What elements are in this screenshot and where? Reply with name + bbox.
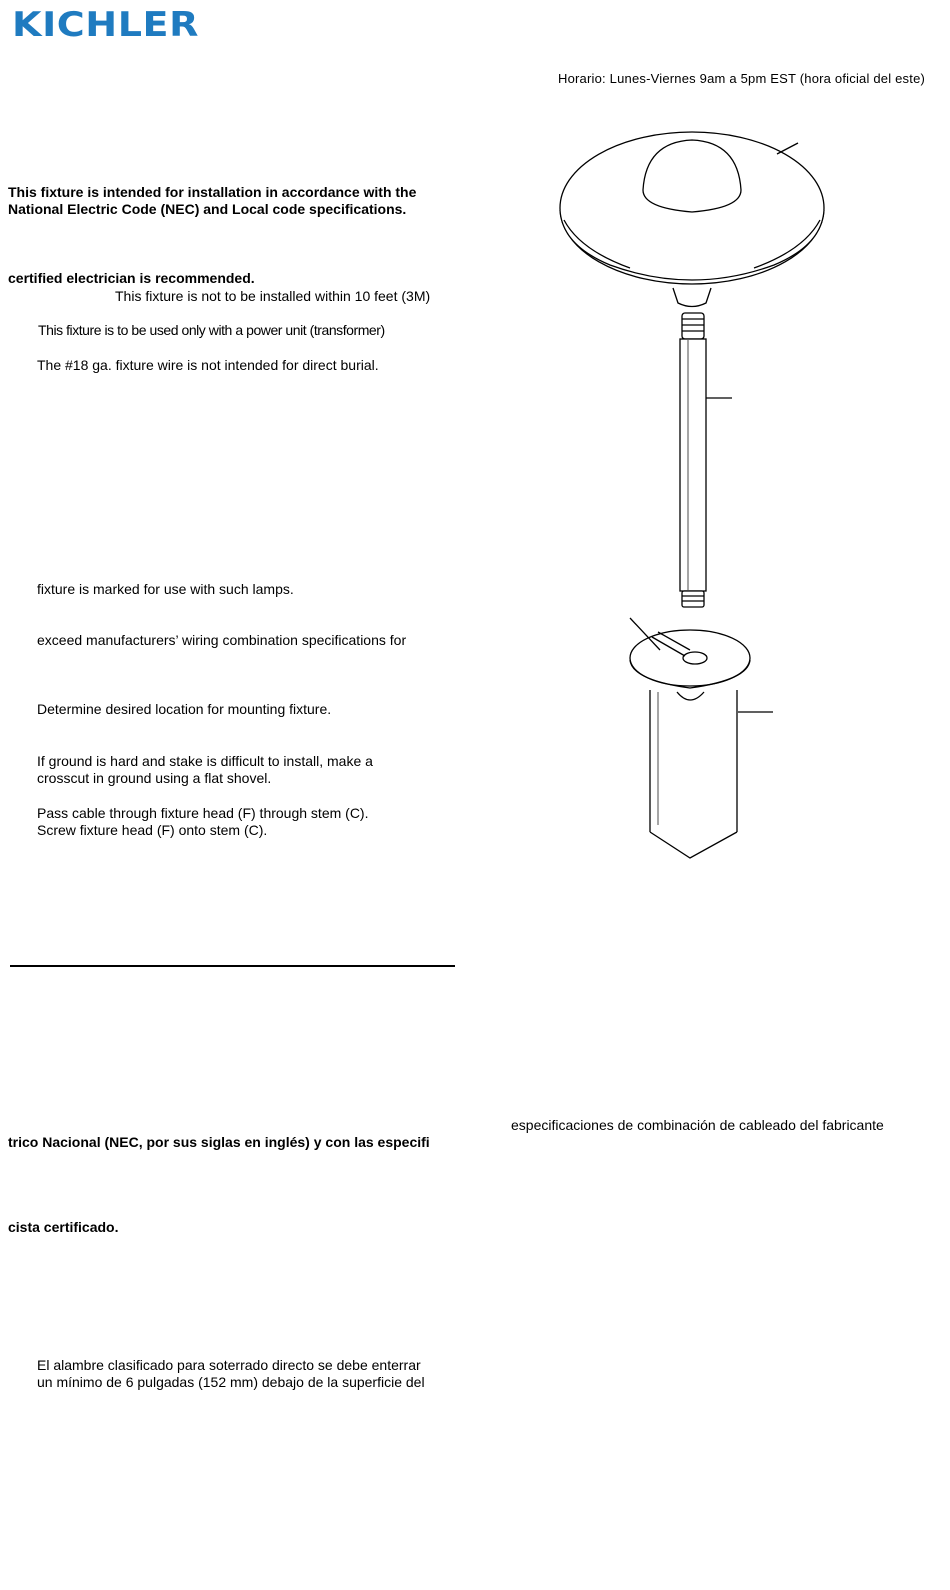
electrician-note: certified electrician is recommended.	[8, 270, 255, 286]
spanish-burial-line-1: El alambre clasificado para soterrado directo se debe enterrar	[37, 1357, 421, 1373]
fixture-head	[560, 132, 824, 307]
spanish-burial-line-2: un mínimo de 6 pulgadas (152 mm) debajo de la superficie del	[37, 1374, 425, 1390]
kichler-logo: KICHLER	[12, 5, 200, 45]
head-leader-line	[777, 143, 798, 154]
step-3-line-1: Pass cable through fixture head (F) through stem (C).	[37, 805, 369, 821]
intro-line-1: This fixture is intended for installation in accordance with the	[8, 184, 417, 200]
step-1: Determine desired location for mounting fixture.	[37, 701, 332, 717]
distance-note: This fixture is not to be installed within 10 feet (3M)	[115, 288, 431, 304]
wiring-spec-note: exceed manufacturers’ wiring combination specifications for	[37, 632, 407, 648]
wire-burial-note: The #18 ga. fixture wire is not intended for direct burial.	[37, 357, 379, 373]
step-3-line-2: Screw fixture head (F) onto stem (C).	[37, 822, 268, 838]
section-divider	[10, 965, 455, 967]
ground-stake	[650, 690, 737, 858]
stem	[680, 313, 706, 607]
support-hours: Horario: Lunes-Viernes 9am a 5pm EST (hora oficial del este)	[558, 71, 926, 86]
lamps-note: fixture is marked for use with such lamps.	[37, 581, 294, 597]
spanish-nec-note: trico Nacional (NEC, por sus siglas en inglés) y con las especifi	[8, 1134, 430, 1150]
step-2-line-2: crosscut in ground using a flat shovel.	[37, 770, 272, 786]
step-2-line-1: If ground is hard and stake is difficult to install, make a	[37, 753, 373, 769]
collar	[630, 630, 750, 688]
intro-line-2: National Electric Code (NEC) and Local code specifications.	[8, 201, 407, 217]
power-unit-note: This fixture is to be used only with a power unit (transformer)	[38, 322, 385, 338]
fixture-exploded-diagram	[540, 120, 840, 870]
spanish-electrician-note: cista certificado.	[8, 1219, 119, 1235]
spanish-wiring-spec: especificaciones de combinación de cableado del fabricante	[511, 1117, 884, 1133]
